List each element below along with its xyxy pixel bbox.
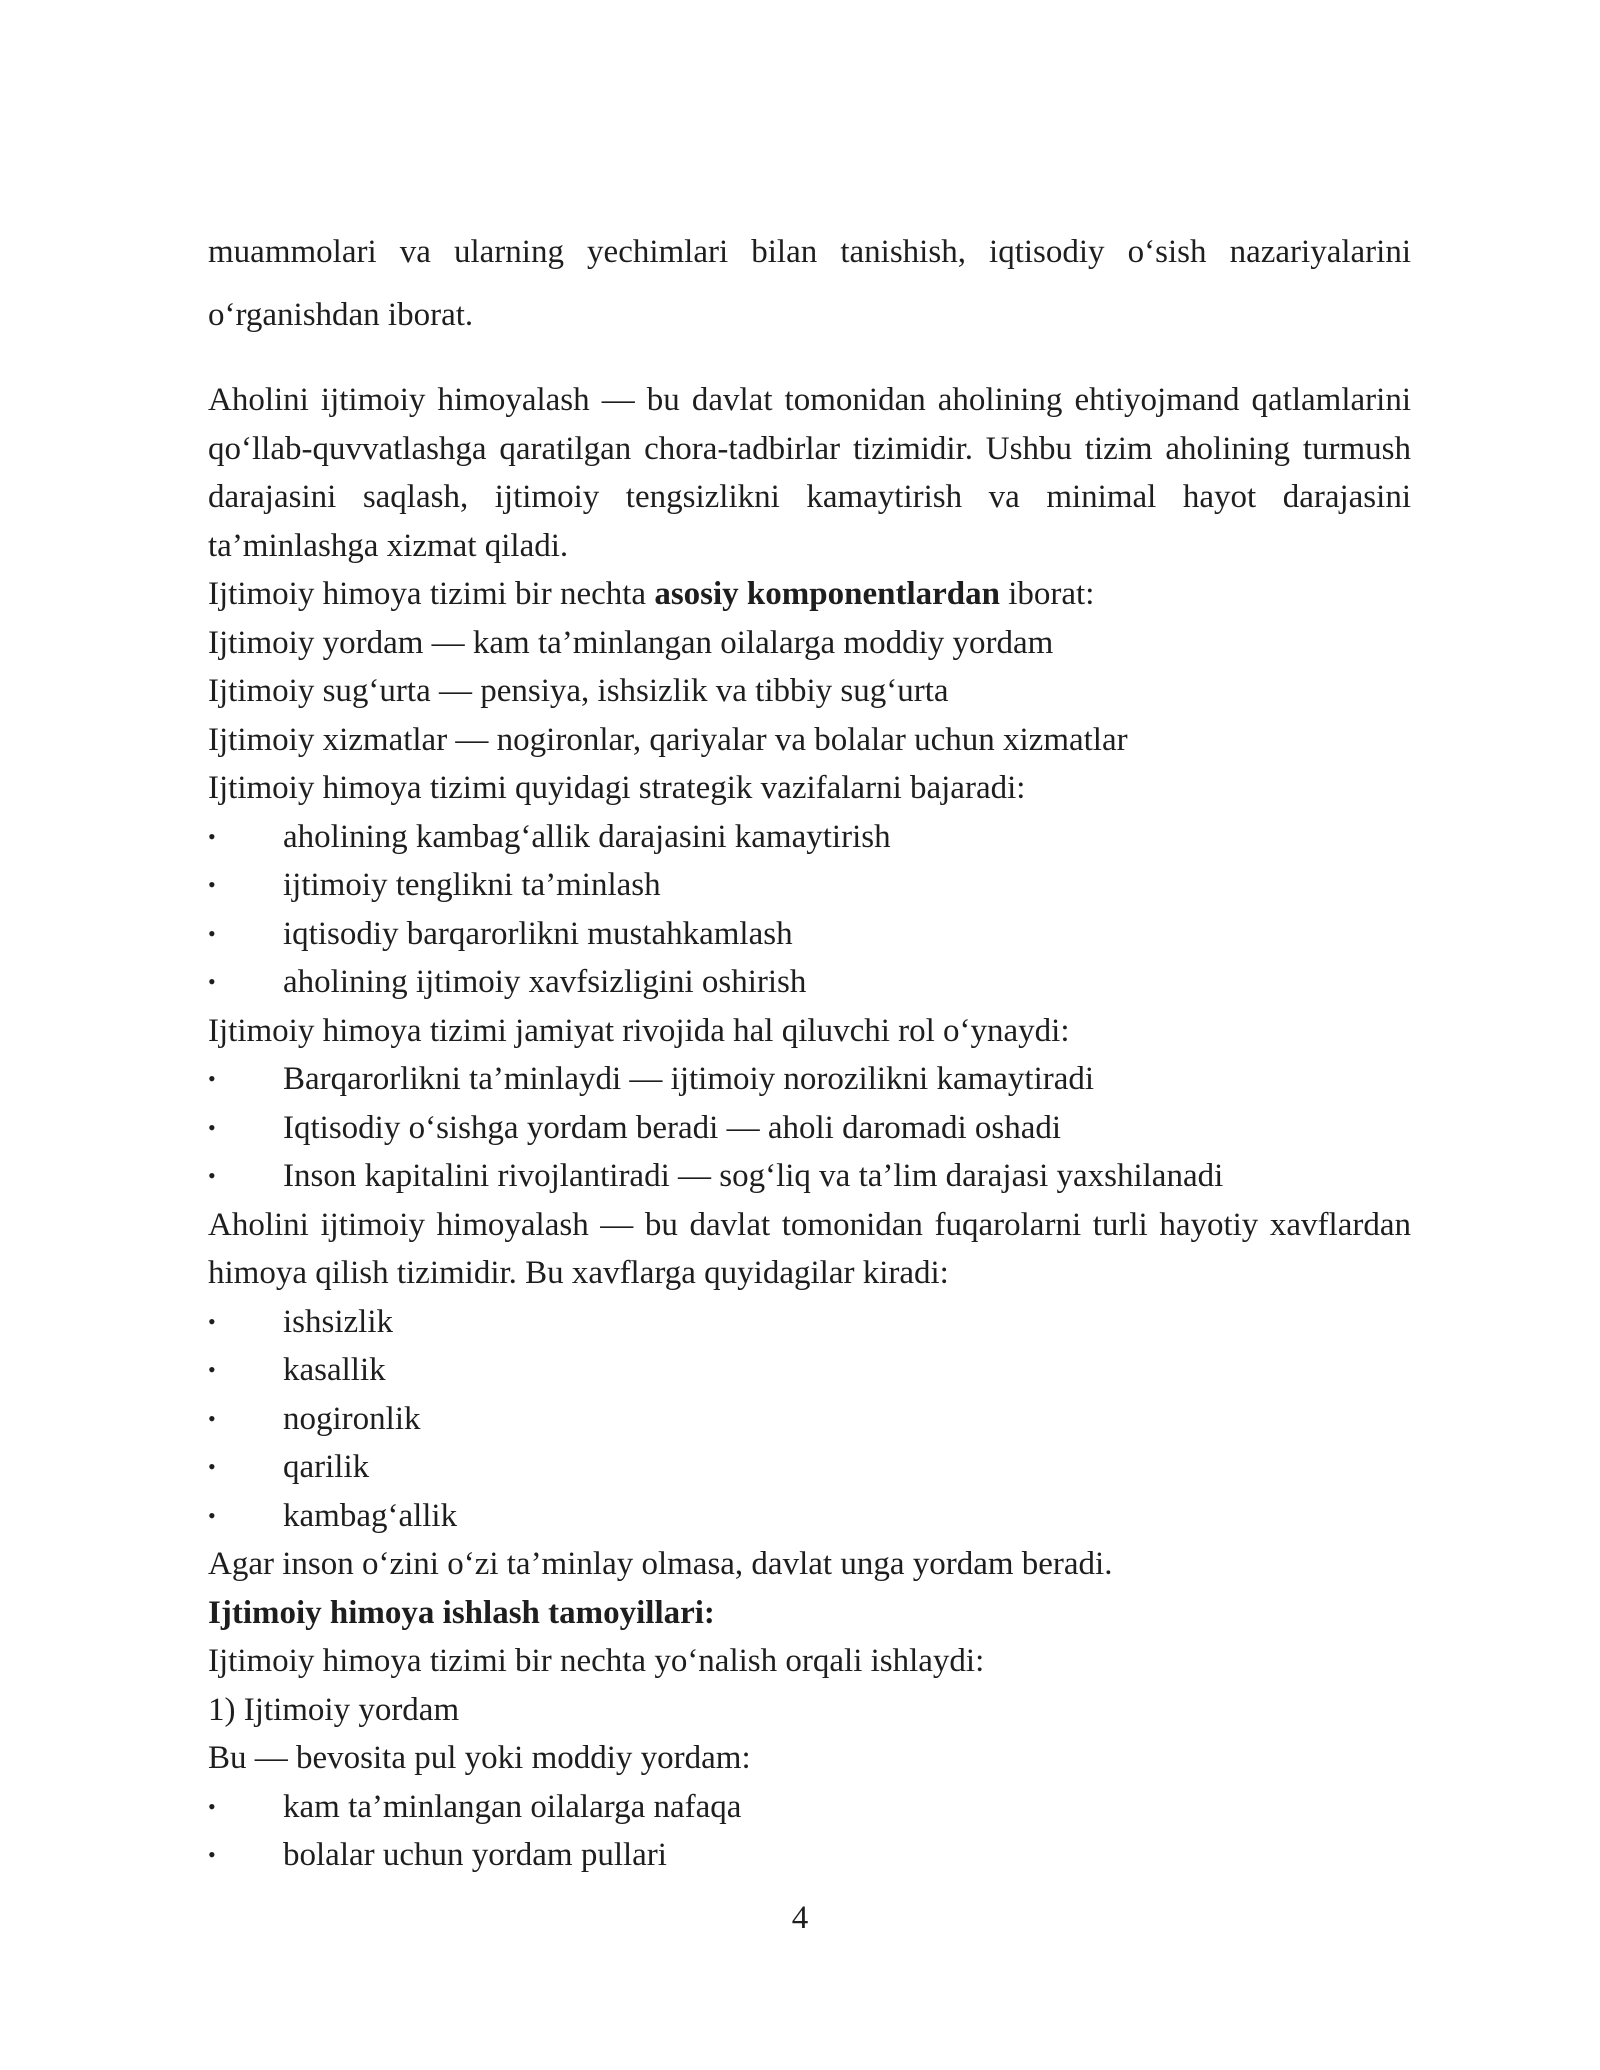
list-item	[208, 813, 1411, 862]
principles-sub-intro: Bu — bevosita pul yoki moddiy yordam:	[208, 1740, 751, 1776]
main-text-block	[208, 376, 1411, 1880]
closing-sentence: Agar inson o‘zini o‘zi ta’minlay olmasa, davlat unga yordam beradi.	[208, 1546, 1113, 1582]
list-item	[208, 861, 1411, 910]
component-line: Ijtimoiy yordam — kam ta’minlangan oilalarga moddiy yordam	[208, 624, 1054, 661]
list-item	[208, 1443, 1411, 1492]
bullet-icon: •	[208, 1357, 216, 1382]
list-item-text: kambag‘allik	[283, 1497, 458, 1534]
list-item-text: bolalar uchun yordam pullari	[283, 1837, 667, 1873]
page-number: 4	[791, 1900, 809, 1936]
list-item-text: ijtimoiy tenglikni ta’minlash	[283, 867, 661, 903]
bullet-icon: •	[208, 1066, 216, 1091]
list-item	[208, 1055, 1411, 1104]
bullet-icon: •	[208, 1454, 216, 1479]
list-item	[208, 1298, 1411, 1347]
principles-heading: Ijtimoiy himoya ishlash tamoyillari:	[208, 1594, 715, 1631]
list-item	[208, 1346, 1411, 1395]
list-item-text: Iqtisodiy o‘sishga yordam beradi — aholi daromadi oshadi	[283, 1109, 1062, 1146]
list-item-text: iqtisodiy barqarorlikni mustahkamlash	[283, 915, 793, 952]
bullet-icon: •	[208, 969, 216, 994]
risks-intro: Aholini ijtimoiy himoyalash — bu davlat tomonidan fuqarolarni turli hayotiy xavflardan himoya qilish tizimidir. Bu xavflarga quyidagilar kiradi:	[208, 1206, 1411, 1291]
components-intro-start: Ijtimoiy himoya tizimi bir nechta	[208, 576, 655, 612]
list-item-text: Barqarorlikni ta’minlaydi — ijtimoiy norozilikni kamaytiradi	[283, 1061, 1095, 1097]
list-item	[208, 910, 1411, 959]
list-item-text: kam ta’minlangan oilalarga nafaqa	[283, 1788, 742, 1825]
bullet-icon: •	[208, 1502, 216, 1528]
list-item	[208, 958, 1411, 1007]
list-item	[208, 1783, 1411, 1832]
components-intro-bold: asosiy komponentlardan	[654, 576, 1000, 612]
tasks-intro: Ijtimoiy himoya tizimi quyidagi strategik vazifalarni bajaradi:	[208, 770, 1026, 806]
component-line: Ijtimoiy xizmatlar — nogironlar, qariyalar va bolalar uchun xizmatlar	[208, 721, 1128, 758]
principles-subheading: 1) Ijtimoiy yordam	[208, 1691, 460, 1728]
principles-intro: Ijtimoiy himoya tizimi bir nechta yo‘nalish orqali ishlaydi:	[208, 1643, 985, 1679]
bullet-icon: •	[208, 1842, 216, 1867]
bullet-icon: •	[208, 920, 216, 946]
list-item-text: Inson kapitalini rivojlantiradi — sog‘liq va ta’lim darajasi yaxshilanadi	[283, 1158, 1224, 1194]
bullet-icon: •	[208, 1308, 216, 1334]
list-item-text: aholining ijtimoiy xavfsizligini oshirish	[283, 964, 807, 1000]
bullet-icon: •	[208, 1163, 216, 1188]
bullet-icon: •	[208, 1114, 216, 1140]
components-intro-end: iborat:	[1000, 576, 1095, 612]
list-item	[208, 1831, 1411, 1880]
bullet-icon: •	[208, 823, 216, 849]
list-item	[208, 1152, 1411, 1201]
role-intro: Ijtimoiy himoya tizimi jamiyat rivojida hal qiluvchi rol o‘ynaydi:	[208, 1012, 1070, 1049]
intro-paragraph: muammolari va ularning yechimlari bilan tanishish, iqtisodiy o‘sish nazariyalarini o‘rganishdan iborat.	[208, 234, 1411, 333]
bullet-icon: •	[208, 1793, 216, 1819]
list-item	[208, 1104, 1411, 1153]
list-item-text: nogironlik	[283, 1400, 421, 1437]
bullet-icon: •	[208, 1405, 216, 1431]
component-line: Ijtimoiy sug‘urta — pensiya, ishsizlik va tibbiy sug‘urta	[208, 673, 949, 709]
list-item-text: kasallik	[283, 1352, 386, 1388]
list-item-text: qarilik	[283, 1449, 370, 1485]
list-item-text: aholining kambag‘allik darajasini kamaytirish	[283, 818, 891, 855]
list-item	[208, 1395, 1411, 1444]
components-intro	[208, 570, 1411, 619]
list-item	[208, 1492, 1411, 1541]
bullet-icon: •	[208, 872, 216, 897]
list-item-text: ishsizlik	[283, 1303, 394, 1340]
definition-paragraph: Aholini ijtimoiy himoyalash — bu davlat tomonidan aholining ehtiyojmand qatlamlarini qo‘llab-quvvatlashga qaratilgan chora-tadbirlar tizimidir. Ushbu tizim aholining turmush darajasini saqlash, ijtimoiy tengsizlikni kamaytirish va minimal hayot darajasini ta’minlashga xizmat qiladi.	[208, 382, 1411, 564]
